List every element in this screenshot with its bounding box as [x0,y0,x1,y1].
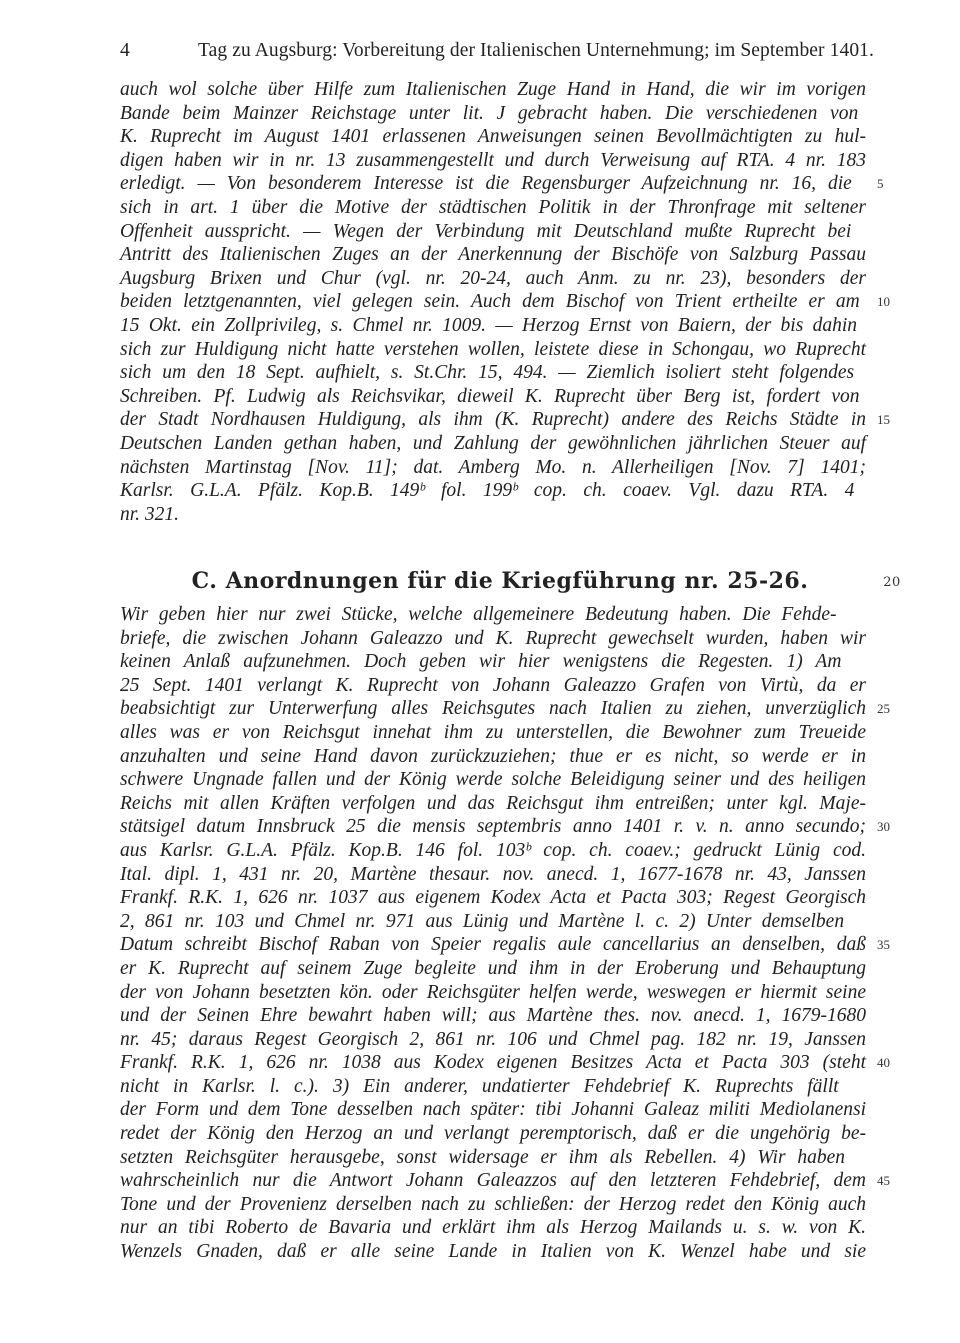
section-heading [120,566,901,596]
line-text: keinen Anlaß aufzunehmen. Doch geben wir hier wenigstens die Regesten. 1) Am [120,651,842,673]
text-line [120,267,866,291]
text-line [120,102,866,126]
line-text: Wenzels Gnaden, daß er alle seine Lande in Italien von K. Wenzel habe und sie [120,1241,866,1263]
line-text: der Stadt Nordhausen Huldigung, als ihm (K. Ruprecht) andere des Reichs Städte in [120,409,866,431]
text-line [120,1216,866,1240]
line-text: nr. 45; daraus Regest Georgisch 2, 861 nr. 106 und Chmel pag. 182 nr. 19, Janssen [120,1028,866,1050]
line-text: 25 Sept. 1401 verlangt K. Ruprecht von Johann Galeazzo Grafen von Virtù, da er [120,674,866,696]
line-number: 5 [877,176,884,192]
line-text: aus Karlsr. G.L.A. Pfälz. Kop.B. 146 fol. 103ᵇ cop. ch. coaev.; gedruckt Lünig cod. [120,839,866,861]
text-line [120,172,884,196]
text-line [120,1193,866,1217]
line-text: erledigt. — Von besonderem Interesse ist die Regensburger Aufzeichnung nr. 16, die [120,173,852,195]
line-text: anzuhalten und seine Hand davon zurückzuziehen; thue er es nicht, so werde er in [120,745,866,767]
line-text: digen haben wir in nr. 13 zusammengestellt und durch Verweisung auf RTA. 4 nr. 183 [120,149,866,171]
text-line [120,603,866,627]
text-line [120,650,866,674]
line-text: auch wol solche über Hilfe zum Italienischen Zuge Hand in Hand, die wir im vorigen [120,79,866,100]
text-line [120,243,866,267]
line-text: Augsburg Brixen und Chur (vgl. nr. 20-24, auch Anm. zu nr. 23), besonders der [120,267,866,289]
text-line [120,503,866,527]
text-line [120,1098,866,1122]
line-text: Reichs mit allen Kräften verfolgen und das Reichsgut ihm entreißen; unter kgl. Maje- [120,792,866,814]
text-line [120,981,866,1005]
line-text: der von Johann besetzten kön. oder Reichsgüter helfen werde, weswegen er hiermit seine [120,981,866,1003]
text-line [120,886,866,910]
text-line [120,196,866,220]
line-text: Offenheit ausspricht. — Wegen der Verbindung mit Deutschland mußte Ruprecht bei [120,220,852,242]
line-number: 25 [877,701,890,717]
line-text: Schreiben. Pf. Ludwig als Reichsvikar, dieweil K. Ruprecht über Berg ist, fordert von [120,385,860,407]
line-text: Deutschen Landen gethan haben, und Zahlung der gewöhnlichen jährlichen Steuer auf [120,432,866,454]
line-number: 40 [877,1055,890,1071]
text-line [120,910,866,934]
text-line [120,290,890,314]
line-text: stätsigel datum Innsbruck 25 die mensis septembris anno 1401 r. v. n. anno secundo; [120,816,866,838]
text-line [120,125,866,149]
line-text: Frankf. R.K. 1, 626 nr. 1038 aus Kodex eigenen Besitzes Acta et Pacta 303 (steht [120,1052,866,1074]
text-line [120,220,866,244]
text-line [120,697,890,721]
paragraph-section-c [120,603,890,1264]
line-text: Wir geben hier nur zwei Stücke, welche allgemeinere Bedeutung haben. Die Fehde- [120,604,837,625]
text-line [120,933,890,957]
line-text: Datum schreibt Bischof Raban von Speier regalis aule cancellarius an denselben, daß [120,934,866,956]
line-text: nicht in Karlsr. l. c.). 3) Ein anderer, undatierter Fehdebrief K. Ruprechts fällt [120,1075,839,1097]
line-text: Bande beim Mainzer Reichstage unter lit. J gebracht haben. Die verschiedenen von [120,102,859,124]
line-text: und der Seinen Ehre bewahrt haben will; aus Martène thes. nov. anecd. 1, 1679-1680 [120,1005,866,1027]
text-line [120,863,866,887]
line-text: K. Ruprecht im August 1401 erlassenen Anweisungen seinen Bevollmächtigten zu hul- [120,126,866,148]
text-line [120,1051,890,1075]
text-line [120,674,866,698]
text-line [120,149,866,173]
text-line [120,1075,866,1099]
text-line [120,1146,866,1170]
text-line [120,1028,866,1052]
line-text: beabsichtigt zur Unterwerfung alles Reichsgutes nach Italien zu ziehen, unverzüglich [120,698,866,720]
line-text: nächsten Martinstag [Nov. 11]; dat. Amberg Mo. n. Allerheiligen [Nov. 7] 1401; [120,456,866,478]
line-text: beiden letztgenannten, viel gelegen sein. Auch dem Bischof von Trient ertheilte er am [120,291,860,313]
text-line [120,1122,866,1146]
line-text: nr. 321. [120,503,180,525]
text-line [120,408,890,432]
text-line [120,627,866,651]
line-text: wahrscheinlich nur die Antwort Johann Galeazzos auf den letzteren Fehdebrief, dem [120,1170,866,1192]
text-line [120,1240,866,1264]
line-number: 15 [877,412,890,428]
line-text: nur an tibi Roberto de Bavaria und erklärt ihm als Herzog Mailands u. s. w. von K. [120,1217,866,1239]
line-text: sich um den 18 Sept. aufhielt, s. St.Chr. 15, 494. — Ziemlich isoliert steht folgendes [120,362,855,384]
line-text: 15 Okt. ein Zollprivileg, s. Chmel nr. 1009. — Herzog Ernst von Baiern, der bis dahin [120,314,858,336]
text-line [120,721,866,745]
line-text: alles was er von Reichsgut innehat ihm zu unterstellen, die Bewohner zum Treueide [120,721,866,743]
line-text: Antritt des Italienischen Zuges an der Anerkennung der Bischöfe von Salzburg Passau [120,244,866,266]
line-text: schwere Ungnade fallen und der König werde solche Beleidigung seiner und des heiligen [120,769,866,791]
page-number: 4 [120,40,130,61]
running-title: Tag zu Augsburg: Vorbereitung der Italienischen Unternehmung; im September 1401. [198,40,874,61]
text-line [120,745,866,769]
text-line [120,385,866,409]
line-text: Ital. dipl. 1, 431 nr. 20, Martène thesaur. nov. anecd. 1, 1677-1678 nr. 43, Janssen [120,863,866,885]
text-line [120,768,866,792]
line-number: 10 [877,294,890,310]
text-line [120,479,866,503]
text-line [120,78,866,102]
text-line [120,314,866,338]
running-header [120,40,880,62]
text-line [120,432,866,456]
line-number: 35 [877,937,890,953]
line-text: 2, 861 nr. 103 und Chmel nr. 971 aus Lünig und Martène l. c. 2) Unter demselben [120,910,845,932]
line-number: 20 [883,575,901,590]
text-line [120,456,866,480]
line-number: 30 [877,819,890,835]
text-line [120,815,890,839]
text-line [120,1004,866,1028]
text-line [120,338,866,362]
text-line [120,792,866,816]
line-text: redet der König den Herzog an und verlangt peremptorisch, daß er die ungehörig be- [120,1123,866,1145]
line-text: Karlsr. G.L.A. Pfälz. Kop.B. 149ᵇ fol. 199ᵇ cop. ch. coaev. Vgl. dazu RTA. 4 [120,480,855,502]
paragraph-intro [120,78,890,526]
line-text: Frankf. R.K. 1, 626 nr. 1037 aus eigenem Kodex Acta et Pacta 303; Regest Georgisch [120,887,866,909]
line-text: setzten Reichsgüter herausgebe, sonst widersage er ihm als Rebellen. 4) Wir haben [120,1146,846,1168]
section-title: C. Anordnungen für die Kriegführung nr. 25-26. [191,568,809,594]
text-line [120,839,866,863]
line-text: sich in art. 1 über die Motive der städtischen Politik in der Thronfrage mit seltener [120,196,866,218]
line-text: er K. Ruprecht auf seinem Zuge begleite und ihm in der Eroberung und Behauptung [120,957,866,979]
line-text: sich zur Huldigung nicht hatte verstehen wollen, leistete diese in Schongau, wo Ruprecht [120,338,866,360]
line-text: der Form und dem Tone desselben nach später: tibi Johanni Galeaz militi Mediolanensi [120,1099,866,1121]
line-text: briefe, die zwischen Johann Galeazzo und K. Ruprecht gewechselt wurden, haben wir [120,627,866,649]
text-line [120,957,866,981]
line-number: 45 [877,1173,890,1189]
line-text: Tone und der Provenienz derselben nach zu schließen: der Herzog redet den König auch [120,1193,866,1215]
text-line [120,361,866,385]
text-line [120,1169,890,1193]
